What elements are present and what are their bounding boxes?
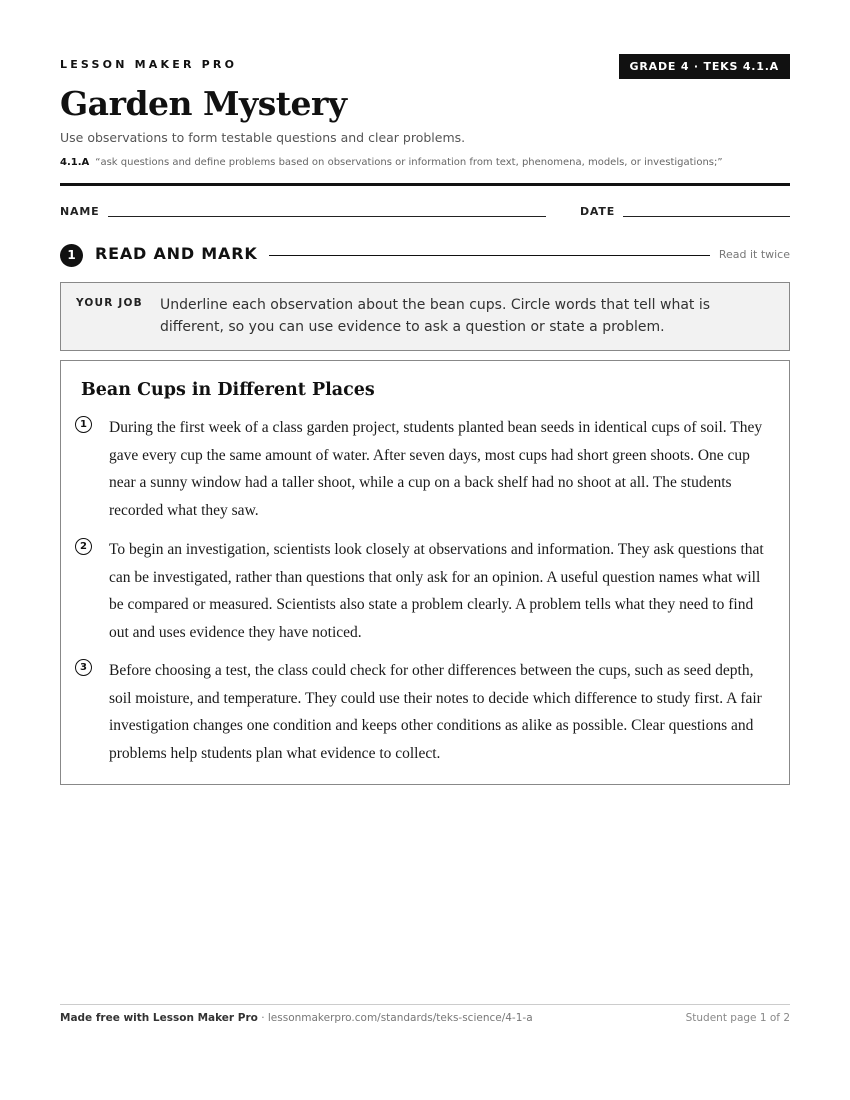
grade-badge: GRADE 4 · TEKS 4.1.A (619, 54, 790, 79)
footer-separator: · (257, 1012, 268, 1024)
date-label: DATE (580, 205, 616, 218)
paragraph-number: 2 (75, 538, 92, 555)
paragraph-number: 1 (75, 416, 92, 433)
reading-passage (60, 360, 790, 785)
step-number-badge: 1 (60, 244, 83, 267)
paragraph-number: 3 (75, 659, 92, 676)
brand-name: LESSON MAKER PRO (60, 58, 238, 71)
footer-divider (60, 1004, 790, 1005)
page-title: Garden Mystery (60, 84, 347, 123)
page-subtitle: Use observations to form testable questions and clear problems. (60, 130, 466, 145)
section-header (60, 242, 790, 268)
paragraph-text: Before choosing a test, the class could check for other differences between the cups, such as seed depth, soil moisture, and temperature. They could use their notes to decide which difference to study first. A fair investigation changes one condition and keeps other conditions as alike as possible. Clear questions and problems help students plan what evidence to collect. (109, 662, 762, 762)
date-field[interactable] (623, 216, 790, 217)
page-indicator: Student page 1 of 2 (685, 1012, 790, 1024)
instructions-box (60, 282, 790, 351)
instructions-text: Underline each observation about the bean cups. Circle words that tell what is different, so you can use evidence to ask a question or state a problem. (160, 297, 711, 335)
section-note: Read it twice (718, 248, 790, 261)
paragraph-text: During the first week of a class garden project, students planted bean seeds in identical cups of soil. They gave every cup the same amount of water. After seven days, most cups had short green shoots. One cup near a sunny window had a taller shoot, while a cup on a back shelf had no shoot at all. The students recorded what they saw. (109, 419, 763, 519)
name-label: NAME (60, 205, 100, 218)
section-divider (269, 255, 710, 256)
instructions-label: YOUR JOB (76, 297, 143, 309)
standard-text: “ask questions and define problems based on observations or information from text, phenomena, models, or investigations;” (95, 157, 723, 168)
standard-line (60, 157, 723, 168)
name-field[interactable] (108, 216, 546, 217)
name-date-row (60, 204, 790, 220)
standard-code: 4.1.A (60, 157, 90, 168)
section-title: READ AND MARK (95, 244, 258, 263)
footer-made-by: Made free with Lesson Maker Pro (60, 1012, 258, 1024)
paragraph-text: To begin an investigation, scientists look closely at observations and information. They ask questions that can be investigated, rather than questions that only ask for an opinion. A useful question names what will be compared or measured. Scientists also state a problem clearly. A problem tells what they need to find out and uses evidence they have noticed. (109, 541, 764, 641)
passage-title: Bean Cups in Different Places (81, 380, 375, 400)
worksheet-page (60, 0, 790, 1100)
footer-url[interactable]: lessonmakerpro.com/standards/teks-science/4-1-a (267, 1012, 533, 1024)
footer-credit (60, 1012, 533, 1024)
header-divider (60, 183, 790, 186)
